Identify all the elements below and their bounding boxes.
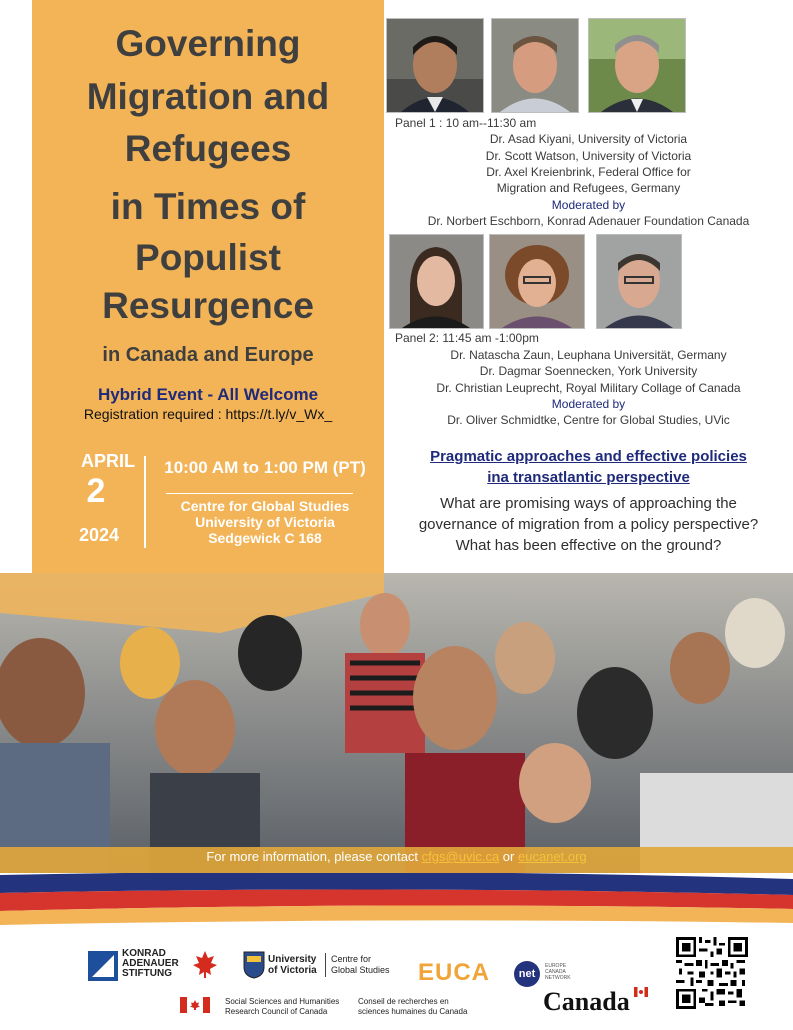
panel1-heading: Panel 1 : 10 am--11:30 am [395, 116, 537, 130]
euca-small-line-1: EUROPE [545, 963, 567, 969]
event-time: 10:00 AM to 1:00 PM (PT) [164, 458, 366, 477]
title-line-6: Resurgence [102, 285, 314, 326]
sshrc-fr-line-1: Conseil de recherches en [358, 997, 449, 1006]
kas-logo-text [122, 949, 179, 979]
cfgs-line-1: Centre for [331, 954, 372, 964]
sshrc-fr-line-2: sciences humaines du Canada [358, 1007, 468, 1016]
uvic-logo-text [268, 954, 317, 976]
contact-line [0, 849, 793, 864]
theme-heading-line-1: Pragmatic approaches and effective policies [430, 448, 747, 465]
sshrc-en-line-2: Research Council of Canada [225, 1007, 328, 1016]
canada-wordmark: Canada [543, 987, 630, 1016]
canada-wordmark-flag-icon [634, 987, 648, 997]
title-line-2: Migration and [86, 76, 330, 117]
qr-code-icon[interactable] [676, 937, 748, 1009]
date-year: 2024 [78, 525, 120, 545]
contact-site-link[interactable]: eucanet.org [517, 849, 587, 864]
speaker-photo-kreienbrink [588, 18, 686, 113]
uvic-divider [325, 953, 326, 977]
cfgs-line-2: Global Studies [331, 965, 390, 975]
uvic-line-2: of Victoria [268, 965, 317, 976]
panel1-speaker-3-cont: Migration and Refugees, Germany [496, 181, 681, 195]
title-line-4: in Times of [110, 186, 306, 227]
euca-logo-text: EUCA [418, 959, 491, 986]
sshrc-en-line-1: Social Sciences and Humanities [225, 997, 340, 1006]
speaker-photo-watson [491, 18, 579, 113]
title-line-5: Populist [135, 237, 281, 278]
subtitle: in Canada and Europe [102, 344, 314, 366]
panel2-heading: Panel 2: 11:45 am -1:00pm [395, 331, 539, 345]
theme-question-line-2: governance of migration from a policy perspective? [418, 516, 759, 533]
euca-small-text [545, 963, 571, 981]
panel1-speaker-1: Dr. Asad Kiyani, University of Victoria [489, 132, 688, 146]
panel2-speaker-1: Dr. Natascha Zaun, Leuphana Universität, Germany [450, 348, 727, 362]
cfgs-logo-text [331, 954, 390, 976]
venue [150, 498, 380, 546]
theme-question-line-3: What has been effective on the ground? [455, 537, 722, 554]
venue-line-1: Centre for Global Studies [180, 498, 350, 514]
euca-net-badge: net [514, 961, 540, 987]
panel2-speaker-3: Dr. Christian Leuprecht, Royal Military Collage of Canada [436, 381, 741, 395]
date-month: APRIL [81, 451, 135, 471]
maple-leaf-icon [190, 949, 220, 979]
venue-line-2: University of Victoria [195, 514, 335, 530]
contact-email-link[interactable]: cfgs@uvic.ca [421, 849, 500, 864]
panel1-moderated-label: Moderated by [551, 198, 626, 212]
panel1-moderator: Dr. Norbert Eschborn, Konrad Adenauer Foundation Canada [427, 214, 750, 228]
theme-heading [384, 446, 793, 488]
theme-heading-line-2: ina transatlantic perspective [487, 469, 690, 486]
theme-question-line-1: What are promising ways of approaching the [440, 495, 737, 512]
title-line-3: Refugees [124, 128, 292, 169]
kas-line-3: STIFTUNG [122, 968, 172, 979]
time-underline [166, 493, 353, 494]
euca-small-line-3: NETWORK [545, 975, 571, 981]
crowd-photo [0, 573, 793, 873]
speaker-photo-zaun [389, 234, 484, 329]
speaker-photo-kiyani [386, 18, 484, 113]
kas-line-2: ADENAUER [122, 958, 179, 969]
uvic-crest-icon [243, 951, 265, 979]
theme-questions [384, 493, 793, 556]
color-stripes [0, 873, 793, 929]
speaker-photo-leuprecht [596, 234, 682, 329]
kas-logo-icon [88, 951, 118, 981]
panel2-moderator: Dr. Oliver Schmidtke, Centre for Global Studies, UVic [447, 413, 730, 427]
panel2-speaker-2: Dr. Dagmar Soennecken, York University [479, 364, 698, 378]
sshrc-en-text [225, 997, 339, 1017]
venue-line-3: Sedgewick C 168 [208, 530, 322, 546]
hybrid-event: Hybrid Event - All Welcome [97, 385, 319, 404]
registration-text: Registration required : https://t.ly/v_Wx_ [83, 406, 333, 422]
euca-small-line-2: CANADA [545, 969, 566, 975]
uvic-line-1: University [268, 954, 317, 965]
speaker-photo-soennecken [489, 234, 585, 329]
kas-line-1: KONRAD [122, 948, 166, 959]
date-day: 2 [86, 472, 106, 510]
title-line-1: Governing [115, 23, 301, 64]
panel2-moderated-label: Moderated by [551, 397, 626, 411]
date-divider [144, 456, 146, 548]
panel1-speaker-2: Dr. Scott Watson, University of Victoria [485, 149, 692, 163]
contact-prefix: For more information, please contact [206, 849, 419, 864]
sshrc-fr-text [358, 997, 467, 1017]
canada-flag-icon [180, 997, 210, 1013]
panel1-speaker-3: Dr. Axel Kreienbrink, Federal Office for [486, 165, 691, 179]
contact-joiner: or [502, 849, 515, 864]
sponsor-footer [0, 929, 793, 1030]
